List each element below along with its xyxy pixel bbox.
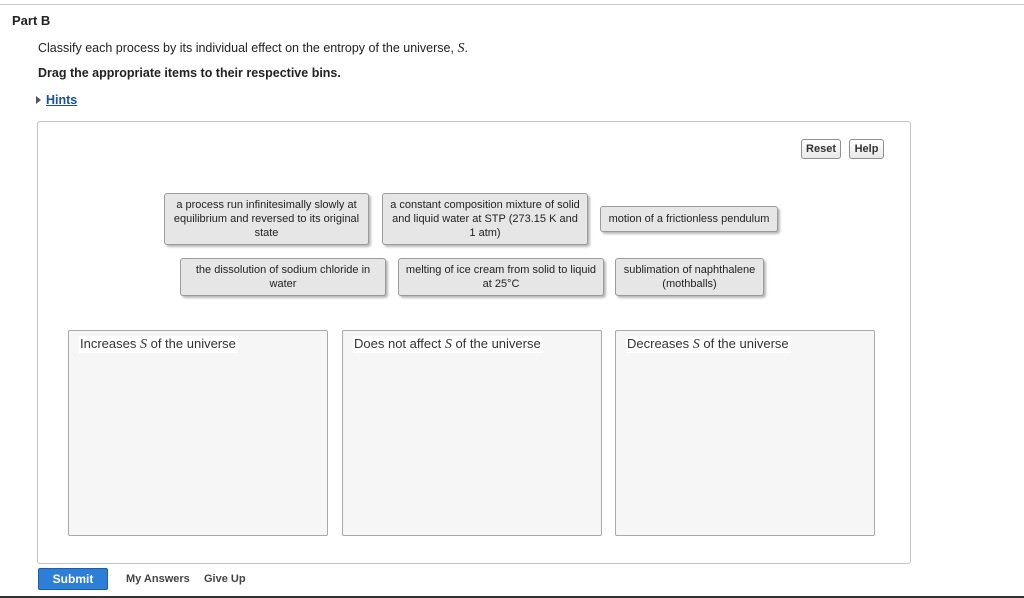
entropy-symbol: S (444, 337, 452, 352)
draggable-item-nacl-dissolution[interactable]: the dissolution of sodium chloride in water (180, 258, 386, 296)
draggable-item-ice-cream-melting[interactable]: melting of ice cream from solid to liquid at 25°C (398, 258, 604, 296)
bin-label (353, 336, 543, 353)
bin-no-effect-entropy[interactable] (342, 330, 602, 536)
bin-label-prefix: Does not affect (354, 336, 445, 351)
submit-button[interactable]: Submit (38, 568, 108, 590)
entropy-symbol: S (457, 41, 465, 56)
entropy-symbol: S (692, 337, 700, 352)
entropy-symbol: S (139, 337, 147, 352)
bin-label-prefix: Decreases (627, 336, 693, 351)
bin-label-suffix: of the universe (146, 336, 236, 351)
bin-decreases-entropy[interactable] (615, 330, 875, 536)
draggable-item-naphthalene-sublimation[interactable]: sublimation of naphthalene (mothballs) (615, 258, 764, 296)
draggable-item-water-mixture[interactable]: a constant composition mixture of solid and liquid water at STP (273.15 K and 1 atm) (382, 193, 588, 245)
hints-toggle[interactable] (36, 93, 77, 107)
bin-label (626, 336, 791, 353)
part-title: Part B (12, 13, 51, 28)
bin-increases-entropy[interactable] (68, 330, 328, 536)
drag-instruction: Drag the appropriate items to their respective bins. (38, 66, 341, 80)
bin-label (79, 336, 238, 353)
draggable-item-pendulum[interactable]: motion of a frictionless pendulum (600, 206, 778, 232)
reset-button[interactable]: Reset (801, 139, 841, 159)
hints-link[interactable]: Hints (46, 93, 78, 107)
triangle-right-icon (36, 96, 41, 104)
instruction-prefix: Classify each process by its individual effect on the entropy of the universe, (38, 41, 458, 55)
instruction-text (38, 41, 468, 57)
instruction-suffix: . (464, 41, 468, 55)
bin-label-suffix: of the universe (699, 336, 789, 351)
give-up-button[interactable]: Give Up (204, 573, 246, 585)
help-button[interactable]: Help (849, 139, 884, 159)
draggable-item-reversible-process[interactable]: a process run infinitesimally slowly at equilibrium and reversed to its original state (164, 193, 369, 245)
top-divider (0, 4, 1024, 5)
bin-label-prefix: Increases (80, 336, 140, 351)
my-answers-button[interactable]: My Answers (126, 573, 190, 585)
bin-label-suffix: of the universe (451, 336, 541, 351)
